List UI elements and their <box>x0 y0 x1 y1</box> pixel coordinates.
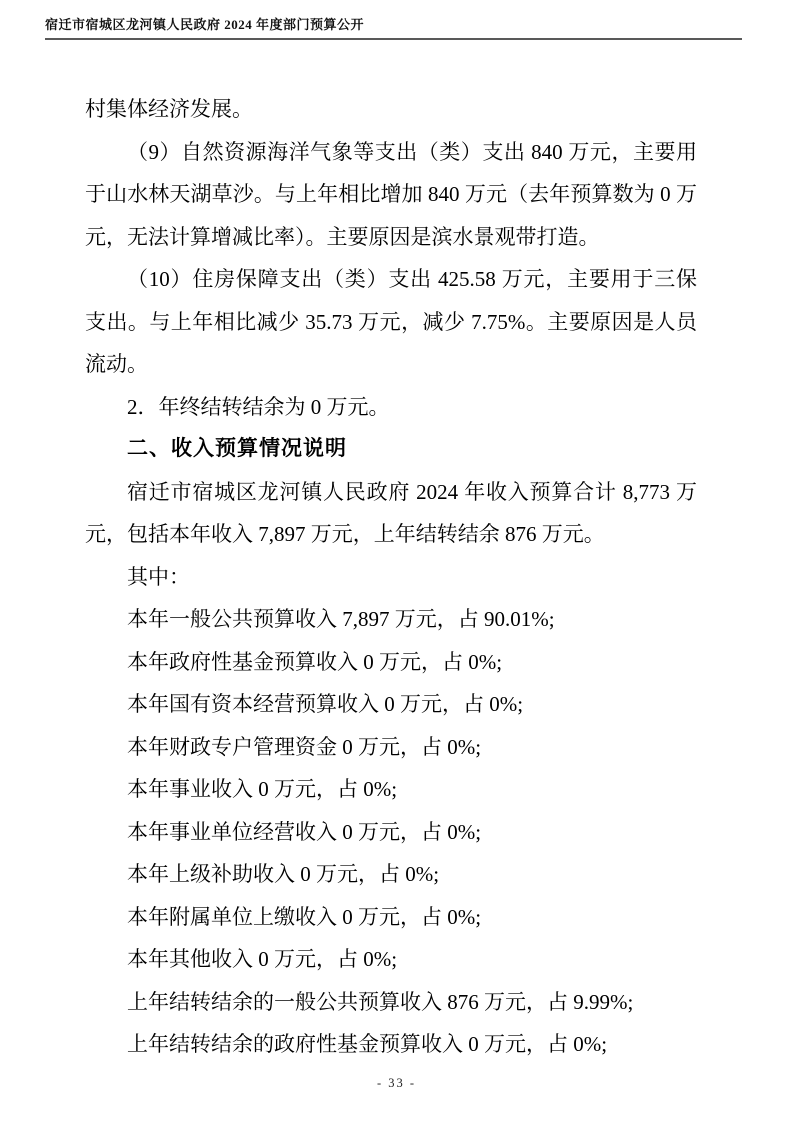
paragraph: 本年财政专户管理资金 0 万元，占 0%; <box>127 734 482 759</box>
paragraph: 本年政府性基金预算收入 0 万元，占 0%; <box>127 649 503 674</box>
paragraph: 上年结转结余的政府性基金预算收入 0 万元，占 0%; <box>127 1032 608 1056</box>
paragraph: 本年一般公共预算收入 7,897 万元，占 90.01%; <box>127 607 555 631</box>
page-number: - 33 - <box>376 1076 417 1090</box>
paragraph-continuation: 村集体经济发展。 <box>85 97 253 121</box>
paragraph: 本年上级补助收入 0 万元，占 0%; <box>127 862 440 886</box>
header-rule <box>45 38 742 40</box>
paragraph: 其中： <box>127 564 190 589</box>
paragraph: 宿迁市宿城区龙河镇人民政府 2024 年收入预算合计 8,773 万元，包括本年收入 7,897 万元，上年结转结余 876 万元。 <box>85 479 697 546</box>
header-title: 宿迁市宿城区龙河镇人民政府 2024 年度部门预算公开 <box>45 17 365 32</box>
page-header <box>45 14 745 40</box>
paragraph: 上年结转结余的一般公共预算收入 876 万元，占 9.99%; <box>127 989 634 1014</box>
paragraph: 本年其他收入 0 万元，占 0%; <box>127 947 398 971</box>
paragraph: 本年国有资本经营预算收入 0 万元，占 0%; <box>127 692 524 716</box>
document-body <box>85 88 697 1066</box>
paragraph: （9）自然资源海洋气象等支出（类）支出 840 万元，主要用于山水林天湖草沙。与上年相比增加 840 万元（去年预算数为 0 万元，无法计算增减比率）。主要原因是滨水景观带打造。 <box>85 139 697 249</box>
paragraph: （10）住房保障支出（类）支出 425.58 万元，主要用于三保支出。与上年相比减少 35.73 万元，减少 7.75%。主要原因是人员流动。 <box>85 267 697 376</box>
paragraph: 2．年终结转结余为 0 万元。 <box>127 394 390 419</box>
page-footer <box>0 1076 793 1091</box>
paragraph: 本年附属单位上缴收入 0 万元，占 0%; <box>127 904 482 929</box>
section-heading: 二、收入预算情况说明 <box>127 437 347 460</box>
paragraph: 本年事业单位经营收入 0 万元，占 0%; <box>127 819 482 844</box>
paragraph: 本年事业收入 0 万元，占 0%; <box>127 777 398 801</box>
